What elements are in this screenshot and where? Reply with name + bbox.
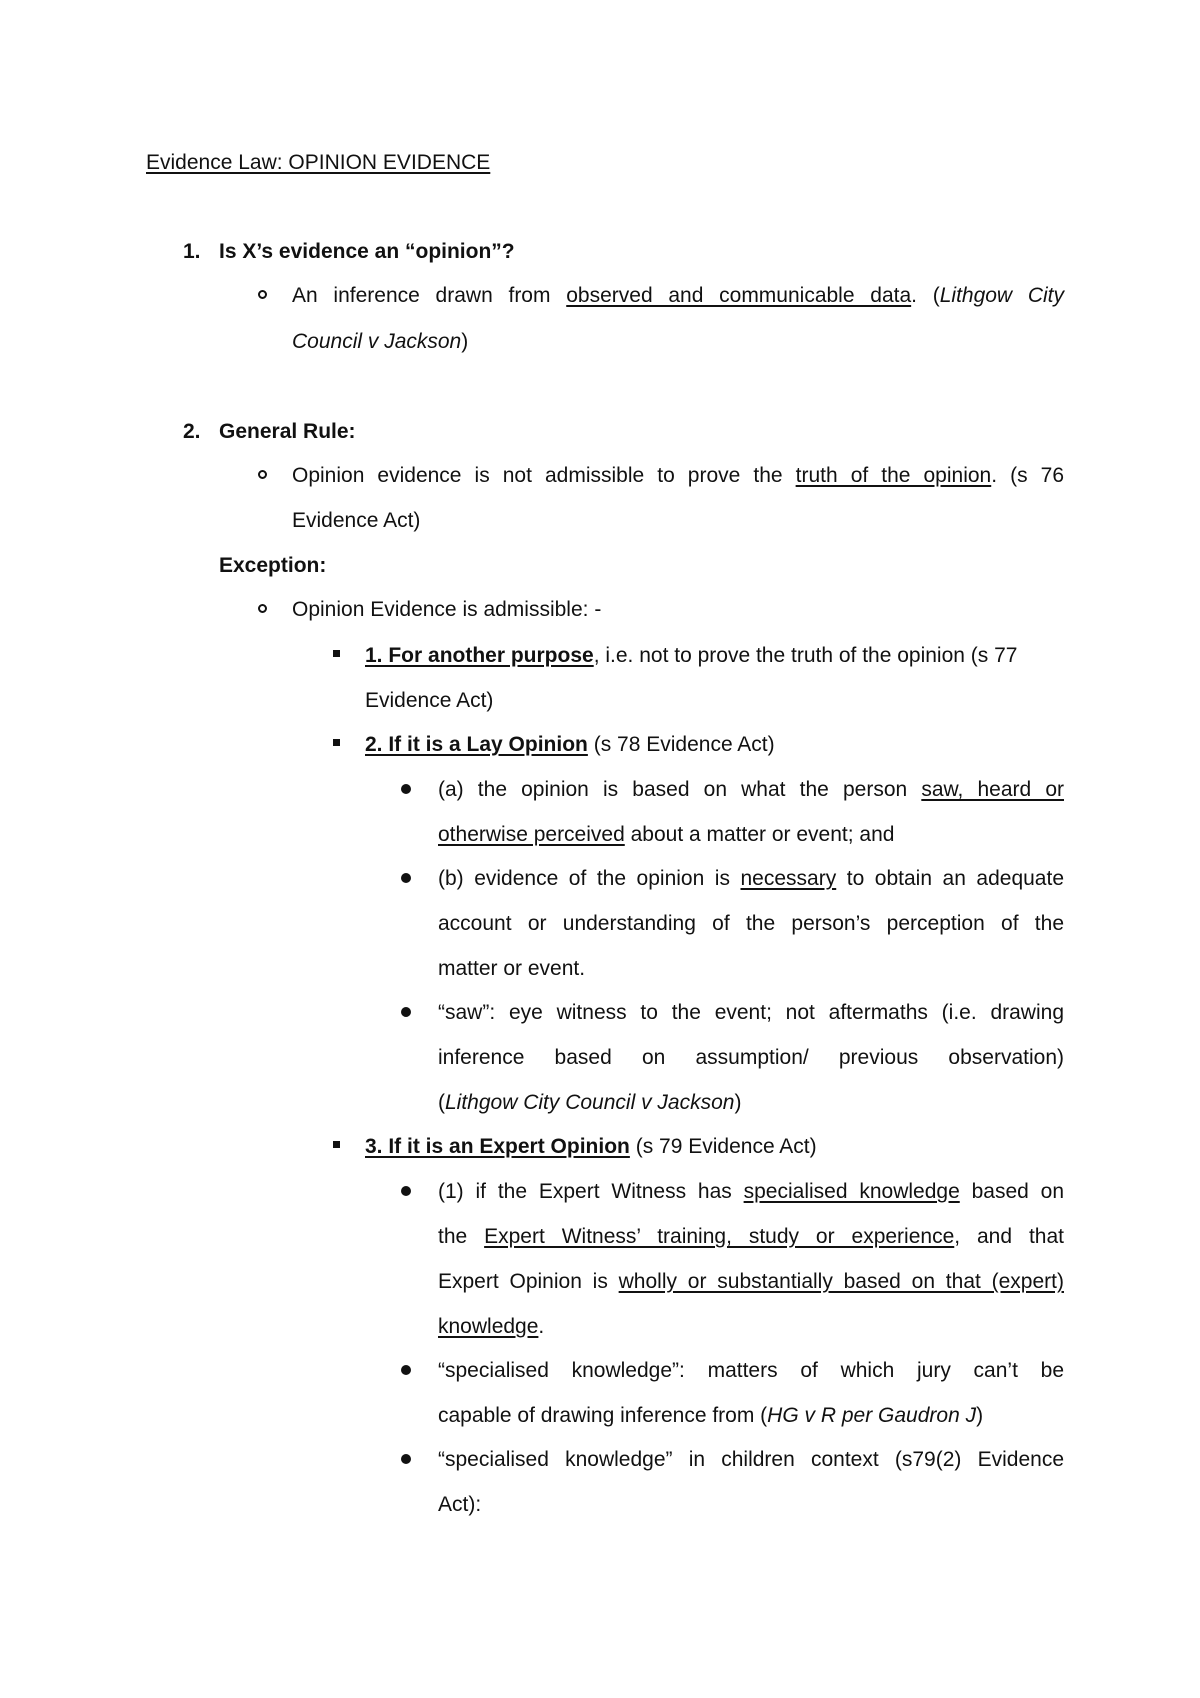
exception-lead: Opinion Evidence is admissible: - xyxy=(292,598,602,621)
text-run: (s 79 Evidence Act) xyxy=(629,1135,817,1158)
expert-a-line-4 xyxy=(438,1316,544,1337)
text-run: ) xyxy=(461,330,469,353)
text-run: Expert Opinion is xyxy=(438,1270,619,1293)
hollow-circle-bullet-icon xyxy=(258,604,267,613)
underlined-run: knowledge xyxy=(438,1315,539,1338)
section-2-number: 2. xyxy=(183,420,201,443)
square-bullet-icon xyxy=(333,650,340,657)
lay-b-line-3: matter or event. xyxy=(438,957,586,980)
section-2-point-line-1 xyxy=(292,465,1064,486)
section-2-point-line-2: Evidence Act) xyxy=(292,509,421,532)
expert-c-line-2: Act): xyxy=(438,1493,482,1516)
round-bullet-icon xyxy=(401,1454,411,1464)
text-run: . ( xyxy=(911,284,940,307)
section-1-number: 1. xyxy=(183,240,201,263)
round-bullet-icon xyxy=(401,1365,411,1375)
text-run: capable of drawing inference from ( xyxy=(438,1404,768,1427)
hollow-circle-bullet-icon xyxy=(258,470,267,479)
text-run: (s 78 Evidence Act) xyxy=(587,733,775,756)
lay-b-line-2: account or understanding of the person’s perception of the xyxy=(438,912,1064,935)
exception-1-line-2: Evidence Act) xyxy=(365,689,494,712)
case-name-run: HG v R per Gaudron J xyxy=(767,1404,977,1427)
expert-b-line-1: “specialised knowledge”: matters of which jury can’t be xyxy=(438,1359,1064,1382)
case-name-run: Council v Jackson xyxy=(292,330,462,353)
lay-b-line-1 xyxy=(438,868,1064,889)
lay-c-line-2: inference based on assumption/ previous observation) xyxy=(438,1046,1064,1069)
round-bullet-icon xyxy=(401,784,411,794)
exception-3-label: 3. If it is an Expert Opinion xyxy=(365,1135,630,1158)
text-run: based on xyxy=(959,1180,1064,1203)
text-run: ( xyxy=(438,1091,445,1114)
square-bullet-icon xyxy=(333,739,340,746)
text-run: about a matter or event; and xyxy=(624,823,895,846)
underlined-run: specialised knowledge xyxy=(743,1180,960,1203)
case-name-run: Lithgow City Council v Jackson xyxy=(445,1091,735,1114)
exception-2-heading xyxy=(365,734,775,755)
section-2-heading: General Rule: xyxy=(219,420,356,443)
underlined-run: Expert Witness’ training, study or experience xyxy=(484,1225,955,1248)
text-run: ) xyxy=(976,1404,984,1427)
expert-a-line-3 xyxy=(438,1271,1064,1292)
document-title xyxy=(146,152,490,173)
square-bullet-icon xyxy=(333,1141,340,1148)
exception-1-line-1 xyxy=(365,645,1017,666)
text-run: (1) if the Expert Witness has xyxy=(438,1180,744,1203)
text-run: the xyxy=(438,1225,485,1248)
text-run: , i.e. not to prove the truth of the opinion (s 77 xyxy=(593,644,1018,667)
underlined-run: truth of the opinion xyxy=(795,464,992,487)
expert-c-line-1: “specialised knowledge” in children context (s79(2) Evidence xyxy=(438,1448,1064,1471)
text-run: (a) the opinion is based on what the person xyxy=(438,778,922,801)
round-bullet-icon xyxy=(401,1186,411,1196)
hollow-circle-bullet-icon xyxy=(258,290,267,299)
exception-2-label: 2. If it is a Lay Opinion xyxy=(365,733,588,756)
section-1-point-line-2 xyxy=(292,331,468,352)
case-name-run: Lithgow City xyxy=(939,284,1065,307)
section-1-point-line-1 xyxy=(292,285,1064,306)
lay-a-line-1 xyxy=(438,779,1064,800)
expert-a-line-1 xyxy=(438,1181,1064,1202)
underlined-run: necessary xyxy=(740,867,837,890)
text-run: to obtain an adequate xyxy=(836,867,1065,890)
round-bullet-icon xyxy=(401,1007,411,1017)
text-run: An inference drawn from xyxy=(292,284,567,307)
round-bullet-icon xyxy=(401,873,411,883)
text-run: . (s 76 xyxy=(991,464,1064,487)
lay-c-line-1: “saw”: eye witness to the event; not aftermaths (i.e. drawing xyxy=(438,1001,1064,1024)
lay-a-line-2 xyxy=(438,824,894,845)
underlined-run: saw, heard or xyxy=(921,778,1064,801)
underlined-run: wholly or substantially based on that (expert) xyxy=(618,1270,1064,1293)
exception-3-heading xyxy=(365,1136,817,1157)
text-run: Opinion evidence is not admissible to prove the xyxy=(292,464,796,487)
title-text: Evidence Law: OPINION EVIDENCE xyxy=(146,151,491,174)
underlined-run: otherwise perceived xyxy=(438,823,625,846)
underlined-run: observed and communicable data xyxy=(566,284,912,307)
text-run: ) xyxy=(734,1091,742,1114)
expert-b-line-2 xyxy=(438,1405,983,1426)
text-run: , and that xyxy=(954,1225,1064,1248)
expert-a-line-2 xyxy=(438,1226,1064,1247)
exception-label: Exception: xyxy=(219,554,327,577)
lay-c-line-3 xyxy=(438,1092,741,1113)
section-1-heading: Is X’s evidence an “opinion”? xyxy=(219,240,515,263)
text-run: (b) evidence of the opinion is xyxy=(438,867,741,890)
text-run: . xyxy=(538,1315,545,1338)
exception-1-label: 1. For another purpose xyxy=(365,644,594,667)
